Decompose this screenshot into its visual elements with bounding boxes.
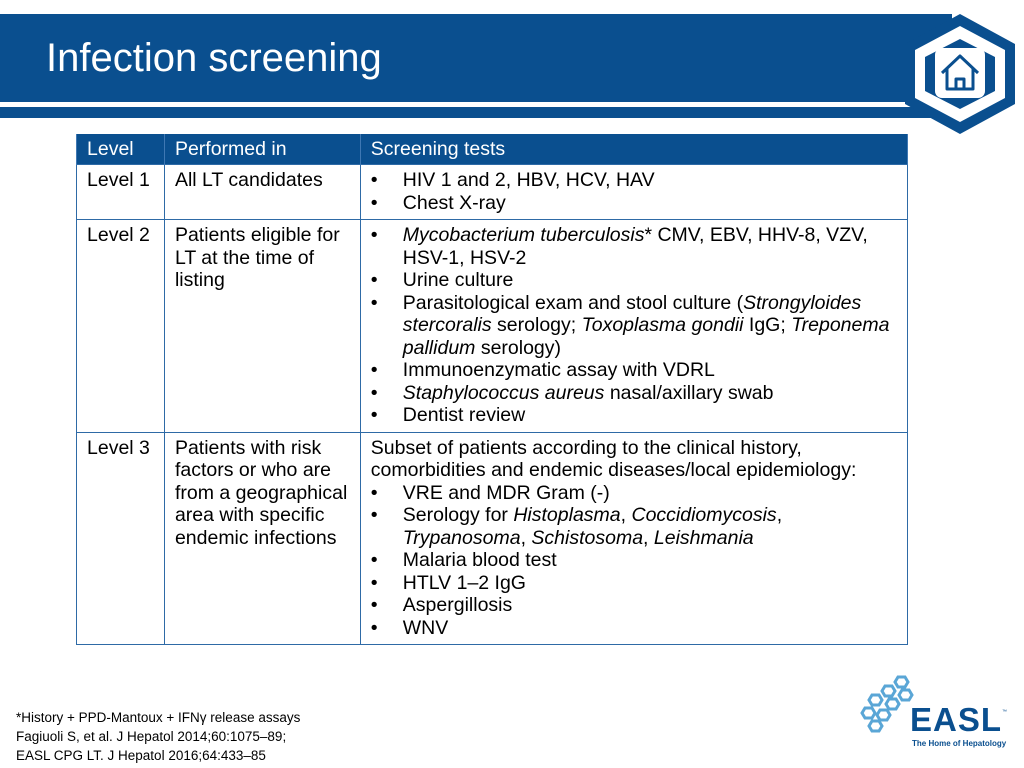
list-item: • Serology for Histoplasma, Coccidiomycosis, Trypanosoma, Schistosoma, Leishmania bbox=[371, 504, 897, 549]
table-row-level-2 bbox=[77, 220, 908, 433]
footnote: Fagiuoli S, et al. J Hepatol 2014;60:1075–89; bbox=[16, 729, 287, 744]
table-row-level-3 bbox=[77, 432, 908, 645]
table-row-level-1 bbox=[77, 165, 908, 220]
tests-cell bbox=[360, 220, 907, 433]
list-item: • Malaria blood test bbox=[371, 549, 897, 572]
header-screening-tests: Screening tests bbox=[360, 134, 907, 165]
list-item: • Mycobacterium tuberculosis* CMV, EBV, HHV-8, VZV, HSV-1, HSV-2 bbox=[371, 224, 897, 269]
list-item: • Parasitological exam and stool culture (Strongyloides stercoralis serology; Toxoplasma gondii IgG; Treponema pallidum serology) bbox=[371, 292, 897, 360]
list-item: • WNV bbox=[371, 617, 897, 640]
footnote: EASL CPG LT. J Hepatol 2016;64:433–85 bbox=[16, 748, 266, 763]
home-button[interactable] bbox=[901, 12, 1019, 136]
screening-table bbox=[76, 134, 908, 645]
level-cell: Level 1 bbox=[77, 165, 165, 220]
header-performed-in: Performed in bbox=[164, 134, 360, 165]
footnotes bbox=[16, 708, 300, 765]
list-item: • VRE and MDR Gram (-) bbox=[371, 482, 897, 505]
easl-wordmark: EASL bbox=[910, 701, 1003, 738]
list-item: • Immunoenzymatic assay with VDRL bbox=[371, 359, 897, 382]
tests-cell bbox=[360, 432, 907, 645]
slide-title: Infection screening bbox=[46, 36, 382, 80]
easl-logo bbox=[860, 674, 1010, 754]
list-item: • HIV 1 and 2, HBV, HCV, HAV bbox=[371, 169, 897, 192]
list-item: • Staphylococcus aureus nasal/axillary swab bbox=[371, 382, 897, 405]
table-header-row bbox=[77, 134, 908, 165]
performed-in-cell: Patients with risk factors or who are from a geographical area with specific endemic infections bbox=[164, 432, 360, 645]
tests-intro: Subset of patients according to the clinical history, comorbidities and endemic diseases/local epidemiology: bbox=[370, 436, 857, 481]
header-level: Level bbox=[77, 134, 165, 165]
tests-list bbox=[371, 224, 897, 427]
tests-list bbox=[371, 169, 897, 214]
level-cell: Level 2 bbox=[77, 220, 165, 433]
list-item: • Chest X-ray bbox=[371, 192, 897, 215]
level-cell: Level 3 bbox=[77, 432, 165, 645]
list-item: • Aspergillosis bbox=[371, 594, 897, 617]
list-item: • Dentist review bbox=[371, 404, 897, 427]
trademark-mark: ™ bbox=[1002, 709, 1007, 715]
performed-in-cell: All LT candidates bbox=[164, 165, 360, 220]
tests-cell bbox=[360, 165, 907, 220]
list-item: • HTLV 1–2 IgG bbox=[371, 572, 897, 595]
header-stripe bbox=[0, 107, 935, 118]
easl-tagline: The Home of Hepatology bbox=[912, 739, 1007, 748]
performed-in-cell: Patients eligible for LT at the time of listing bbox=[164, 220, 360, 433]
list-item: • Urine culture bbox=[371, 269, 897, 292]
house-icon bbox=[901, 12, 1019, 136]
footnote: *History + PPD-Mantoux + IFNγ release assays bbox=[16, 710, 301, 725]
tests-list bbox=[371, 482, 897, 640]
